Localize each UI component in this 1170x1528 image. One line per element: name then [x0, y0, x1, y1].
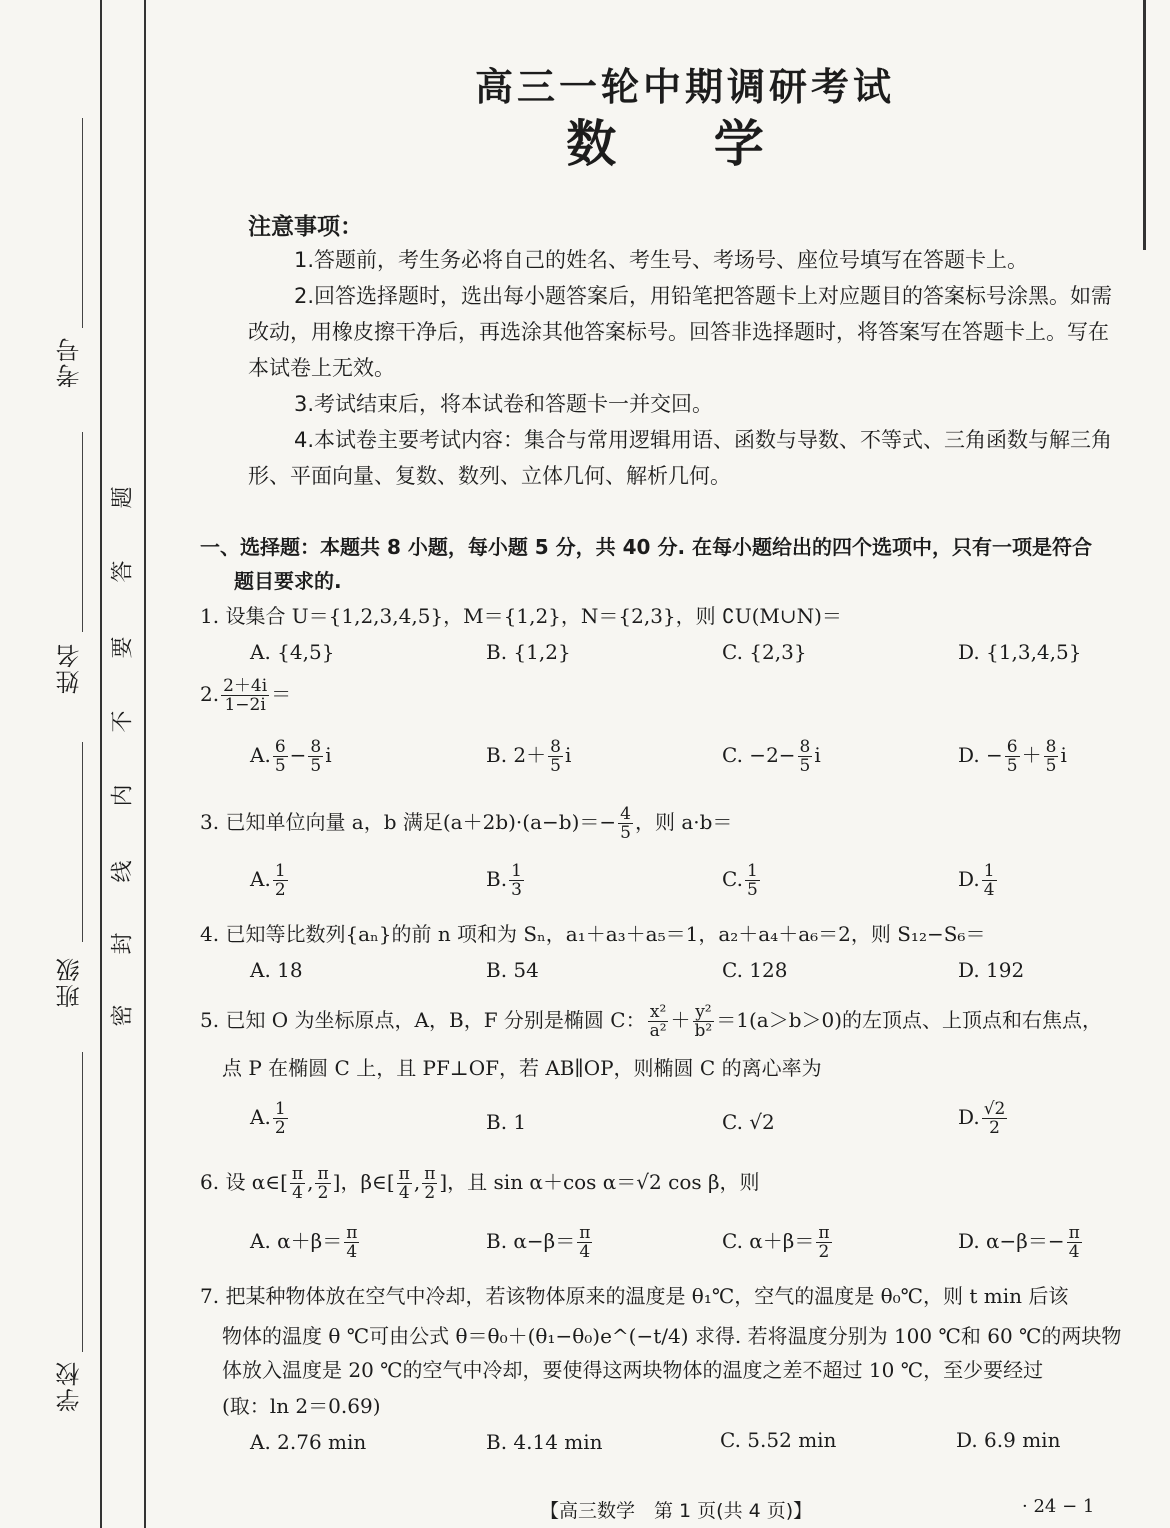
question-4-stem: 4. 已知等比数列{aₙ}的前 n 项和为 Sₙ，a₁＋a₃＋a₅＝1，a₂＋a₄＋a₆＝2，则 S₁₂−S₆＝ — [200, 922, 986, 946]
note-item: 4.本试卷主要考试内容：集合与常用逻辑用语、函数与导数、不等式、三角函数与解三角形、平面向量、复数、数列、立体几何、解析几何。 — [248, 428, 1113, 488]
q6-suffix: ]，且 sin α＋cos α＝√2 cos β，则 — [439, 1170, 760, 1194]
q5-plus: ＋ — [670, 1008, 691, 1032]
q5-option-d — [958, 1100, 1009, 1137]
xingming-underline — [82, 432, 83, 632]
q4-option-c: C. 128 — [722, 958, 788, 982]
frac — [745, 862, 760, 899]
subject-title: 数 学 — [566, 115, 804, 173]
frac-den: 2 — [424, 1183, 436, 1203]
frac — [648, 1003, 669, 1040]
q3-suffix: ，则 a·b＝ — [634, 810, 733, 834]
frac-den: 4 — [579, 1242, 591, 1262]
frac — [577, 1224, 592, 1261]
frac — [315, 1165, 330, 1202]
q6-mid: ]，β∈[ — [332, 1170, 395, 1194]
frac — [1005, 738, 1020, 775]
question-7-line2: 物体的温度 θ ℃可由公式 θ＝θ₀＋(θ₁−θ₀)e^(−t/4) 求得. 若将温度分别为 100 ℃和 60 ℃的两块物 — [222, 1324, 1122, 1348]
q3-option-b — [486, 862, 526, 899]
q2-tail: ＝ — [271, 682, 292, 706]
q3-option-c — [722, 862, 762, 899]
frac-num: 1 — [511, 861, 522, 881]
q2-option-a — [250, 738, 332, 775]
page-footer: 【高三数学 第 1 页(共 4 页)】 — [540, 1500, 813, 1522]
frac — [798, 738, 813, 775]
q3-option-d — [958, 862, 999, 899]
q1-option-b: B. {1,2} — [486, 640, 571, 664]
opt-prefix: D. α−β＝− — [958, 1229, 1065, 1253]
frac-num: 8 — [799, 737, 811, 757]
question-1-stem: 1. 设集合 U＝{1,2,3,4,5}，M＝{1,2}，N＝{2,3}，则 ∁U(M∪N)＝ — [200, 604, 842, 628]
seal-char: 密 — [110, 1004, 136, 1027]
seal-char: 要 — [110, 636, 136, 659]
frac-den: a² — [649, 1021, 667, 1040]
question-5-line2: 点 P 在椭圆 C 上，且 PF⊥OF，若 AB∥OP，则椭圆 C 的离心率为 — [222, 1056, 822, 1080]
frac-den: 3 — [511, 880, 522, 900]
binding-line-left — [100, 0, 102, 1528]
xuexiao-label: 学校 — [56, 1360, 84, 1412]
frac — [397, 1165, 412, 1202]
question-2-stem — [200, 676, 291, 714]
frac — [273, 738, 288, 775]
frac — [548, 738, 563, 775]
frac-den: 2 — [818, 1242, 830, 1262]
question-7-line4: (取：ln 2＝0.69) — [222, 1394, 381, 1418]
frac — [308, 738, 323, 775]
frac — [1044, 738, 1059, 775]
q7-option-a: A. 2.76 min — [250, 1430, 367, 1454]
frac-den: 2 — [317, 1183, 329, 1203]
opt-prefix: B. α−β＝ — [486, 1229, 576, 1253]
opt-prefix: C. −2− — [722, 743, 796, 767]
frac-num: π — [317, 1164, 329, 1184]
note-item: 2.回答选择题时，选出每小题答案后，用铅笔把答题卡上对应题目的答案标号涂黑。如需改动，用橡皮擦干净后，再选涂其他答案标号。回答非选择题时，将答案写在答题卡上。写在本试卷上无效。 — [248, 284, 1113, 380]
xuexiao-underline — [82, 1052, 83, 1352]
seal-char: 答 — [110, 560, 136, 583]
opt-prefix: B. 2＋ — [486, 743, 547, 767]
q4-option-d: D. 192 — [958, 958, 1025, 982]
note-item: 1.答题前，考生务必将自己的姓名、考生号、考场号、座位号填写在答题卡上。 — [294, 248, 1029, 272]
xingming-label: 姓名 — [56, 642, 84, 694]
q1-option-a: A. {4,5} — [250, 640, 335, 664]
opt-prefix: D. — [958, 867, 980, 891]
frac-num: 8 — [310, 737, 322, 757]
frac-num: 6 — [1006, 737, 1018, 757]
frac-num: π — [291, 1164, 304, 1184]
seal-char: 内 — [110, 784, 136, 807]
opt-prefix: A. α＋β＝ — [250, 1229, 343, 1253]
seal-char: 题 — [110, 486, 136, 509]
frac — [422, 1165, 437, 1202]
frac-den: 2 — [989, 1118, 1000, 1138]
frac-num: π — [818, 1223, 830, 1243]
question-6-stem: 6. 设 α∈[ $\frac{\pi}{4}$ , $\frac{\pi}{2}$ ]，β∈[ $\frac{\pi}{4}$ , $\frac{\pi}{2}$ ]，且 sin α＋cos α＝√2 cos β，则 — [200, 1164, 760, 1203]
frac — [344, 1224, 359, 1261]
opt-prefix: B. — [486, 867, 508, 891]
frac-den: 5 — [1045, 756, 1057, 776]
banji-underline — [82, 742, 83, 942]
opt-suffix: i — [325, 743, 332, 767]
frac-num: 8 — [550, 737, 561, 757]
frac — [816, 1224, 831, 1261]
question-7-line1: 7. 把某种物体放在空气中冷却，若该物体原来的温度是 θ₁℃，空气的温度是 θ₀℃，则 t min 后该 — [200, 1284, 1069, 1308]
frac-den: 5 — [1006, 756, 1018, 776]
frac — [1067, 1224, 1082, 1261]
q6-option-b — [486, 1224, 594, 1261]
banji-label: 班级 — [56, 956, 84, 1008]
q5-option-a — [250, 1100, 290, 1137]
q6-prefix: 6. 设 α∈[ — [200, 1170, 288, 1194]
frac-num: π — [424, 1164, 436, 1184]
opt-suffix: i — [1060, 743, 1067, 767]
frac-num: 1 — [746, 861, 758, 881]
opt-suffix: i — [564, 743, 572, 767]
seal-char: 不 — [110, 710, 136, 733]
question-7-line3: 体放入温度是 20 ℃的空气中冷却，要使得这两块物体的温度之差不超过 10 ℃，至少要经过 — [222, 1358, 1044, 1382]
opt-prefix: C. α＋β＝ — [722, 1229, 815, 1253]
q2-fraction — [221, 677, 269, 714]
question-3-stem — [200, 804, 732, 842]
frac — [982, 1100, 1008, 1137]
opt-prefix: A. — [250, 743, 271, 767]
frac-den: 4 — [346, 1242, 358, 1262]
q2-num: 2＋4i — [223, 676, 268, 696]
q4-option-a: A. 18 — [250, 958, 303, 982]
frac-den: 5 — [274, 756, 286, 776]
frac — [273, 1100, 288, 1137]
opt-prefix: C. — [722, 867, 743, 891]
frac-num: √2 — [983, 1099, 1006, 1119]
q5-option-c: C. √2 — [722, 1110, 775, 1134]
frac-num: π — [346, 1223, 358, 1243]
page-code: · 24 − 1 — [1022, 1496, 1095, 1517]
q5-option-b: B. 1 — [486, 1110, 527, 1134]
notes-heading: 注意事项： — [248, 214, 363, 240]
q5-suffix: ＝1(a＞b＞0)的左顶点、上顶点和右焦点， — [716, 1008, 1103, 1032]
frac-num: 1 — [983, 861, 995, 881]
q6-option-a — [250, 1224, 361, 1261]
opt-prefix: D. − — [958, 743, 1003, 767]
opt-op: − — [289, 743, 307, 767]
frac-den: 5 — [550, 756, 561, 776]
frac-num: 6 — [274, 737, 286, 757]
frac-num: 4 — [620, 804, 631, 824]
q7-option-d: D. 6.9 min — [956, 1428, 1061, 1452]
frac-den: 2 — [274, 880, 286, 900]
q2-option-c — [722, 738, 821, 775]
q6-option-c — [722, 1224, 834, 1261]
frac — [290, 1165, 305, 1202]
section-heading: 一、选择题：本题共 8 小题，每小题 5 分，共 40 分. 在每小题给出的四个选项中，只有一项是符合 — [200, 535, 1093, 559]
q6-option-d — [958, 1224, 1084, 1261]
section-heading-cont: 题目要求的. — [234, 569, 342, 593]
frac-den: 5 — [620, 823, 631, 843]
kaohao-label: 考号 — [56, 336, 84, 388]
frac-num: 1 — [274, 861, 286, 881]
frac — [618, 805, 633, 842]
frac-den: 4 — [398, 1183, 410, 1203]
opt-prefix: A. — [250, 1105, 271, 1129]
frac-num: 1 — [274, 1099, 286, 1119]
opt-suffix: i — [814, 743, 821, 767]
frac-den: 4 — [983, 880, 995, 900]
frac-den: 5 — [799, 756, 811, 776]
frac — [982, 862, 997, 899]
q7-option-b: B. 4.14 min — [486, 1430, 603, 1454]
frac-den: 2 — [274, 1118, 286, 1138]
q2-label: 2. — [200, 682, 220, 706]
q2-option-d — [958, 738, 1067, 775]
seal-char: 线 — [110, 860, 136, 883]
q2-option-b — [486, 738, 571, 775]
binding-line-right — [144, 0, 146, 1528]
frac-den: 5 — [310, 756, 322, 776]
opt-prefix: D. — [958, 1105, 980, 1129]
frac-num: π — [579, 1223, 591, 1243]
q3-prefix: 3. 已知单位向量 a，b 满足(a＋2b)·(a−b)＝− — [200, 810, 617, 834]
q4-option-b: B. 54 — [486, 958, 539, 982]
q5-prefix: 5. 已知 O 为坐标原点，A，B，F 分别是椭圆 C： — [200, 1008, 646, 1032]
q1-option-d: D. {1,3,4,5} — [958, 640, 1082, 664]
q2-den: 1−2i — [224, 695, 266, 715]
q3-option-a — [250, 862, 290, 899]
frac — [693, 1003, 715, 1040]
frac-num: 8 — [1045, 737, 1057, 757]
frac-den: 4 — [292, 1183, 303, 1203]
frac-num: x² — [649, 1002, 667, 1022]
opt-prefix: A. — [250, 867, 271, 891]
frac-den: 4 — [1068, 1242, 1080, 1262]
frac-num: π — [1068, 1223, 1080, 1243]
frac-num: π — [398, 1164, 410, 1184]
question-5-stem — [200, 1002, 1140, 1040]
frac — [273, 862, 288, 899]
frac — [509, 862, 524, 899]
note-item: 3.考试结束后，将本试卷和答题卡一并交回。 — [294, 392, 714, 416]
frac-den: 5 — [746, 880, 758, 900]
exam-title: 高三一轮中期调研考试 — [474, 65, 895, 109]
q1-option-c: C. {2,3} — [722, 640, 807, 664]
q7-option-c: C. 5.52 min — [720, 1428, 837, 1452]
opt-op: ＋ — [1021, 743, 1042, 767]
frac-den: b² — [694, 1021, 713, 1040]
frac-num: y² — [695, 1002, 712, 1022]
seal-char: 封 — [110, 932, 136, 955]
